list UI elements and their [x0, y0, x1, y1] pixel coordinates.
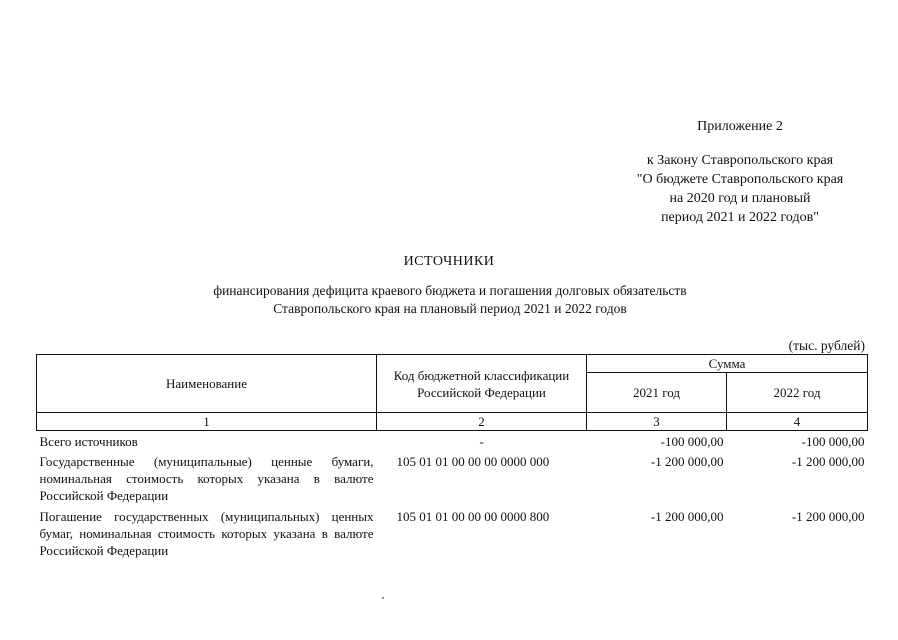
row-code: 105 01 01 00 00 00 0000 800 [396, 509, 550, 524]
header-code: Код бюджетной классификации Российской Федерации [377, 355, 587, 413]
appendix-subtitle-line: период 2021 и 2022 годов" [661, 210, 819, 225]
header-sum: Сумма [587, 355, 868, 373]
scan-speck [382, 597, 384, 599]
appendix-subtitle [600, 151, 880, 227]
row-amount-2021: -1 200 000,00 [650, 509, 724, 524]
sources-table [36, 354, 868, 559]
row-amount-2021: -100 000,00 [660, 434, 724, 449]
row-amount-2022: -100 000,00 [801, 434, 865, 449]
header-name: Наименование [37, 355, 377, 413]
header-year-2021: 2021 год [587, 373, 727, 413]
row-name: Государственные (муниципальные) ценные бумаги, номинальная стоимость которых указана в валюте Российской Федерации [39, 454, 374, 503]
table-row [37, 431, 868, 451]
document-subtitle-line: Ставропольского края на плановый период 2021 и 2022 годов [273, 301, 627, 316]
column-number: 4 [727, 413, 868, 431]
appendix-subtitle-line: "О бюджете Ставропольского края [636, 172, 844, 187]
row-amount-2022: -1 200 000,00 [791, 454, 865, 469]
row-amount-2022: -1 200 000,00 [791, 509, 865, 524]
document-heading: ИСТОЧНИКИ [403, 254, 495, 269]
column-number: 3 [587, 413, 727, 431]
row-code: 105 01 01 00 00 00 0000 000 [396, 454, 550, 469]
appendix-subtitle-line: на 2020 год и плановый [669, 191, 811, 206]
units-label: (тыс. рублей) [788, 338, 865, 353]
document-subtitle [150, 282, 750, 318]
table-row [37, 504, 868, 559]
table-row [37, 450, 868, 504]
column-number: 1 [37, 413, 377, 431]
row-name: Всего источников [39, 434, 138, 449]
header-year-2022: 2022 год [727, 373, 868, 413]
row-code: - [479, 434, 484, 449]
appendix-title: Приложение 2 [697, 119, 783, 134]
appendix-subtitle-line: к Закону Ставропольского края [646, 153, 834, 168]
row-name: Погашение государственных (муниципальных) ценных бумаг, номинальная стоимость которых указана в валюте Российской Федерации [39, 509, 374, 558]
row-amount-2021: -1 200 000,00 [650, 454, 724, 469]
column-number: 2 [377, 413, 587, 431]
document-subtitle-line: финансирования дефицита краевого бюджета и погашения долговых обязательств [213, 283, 687, 298]
